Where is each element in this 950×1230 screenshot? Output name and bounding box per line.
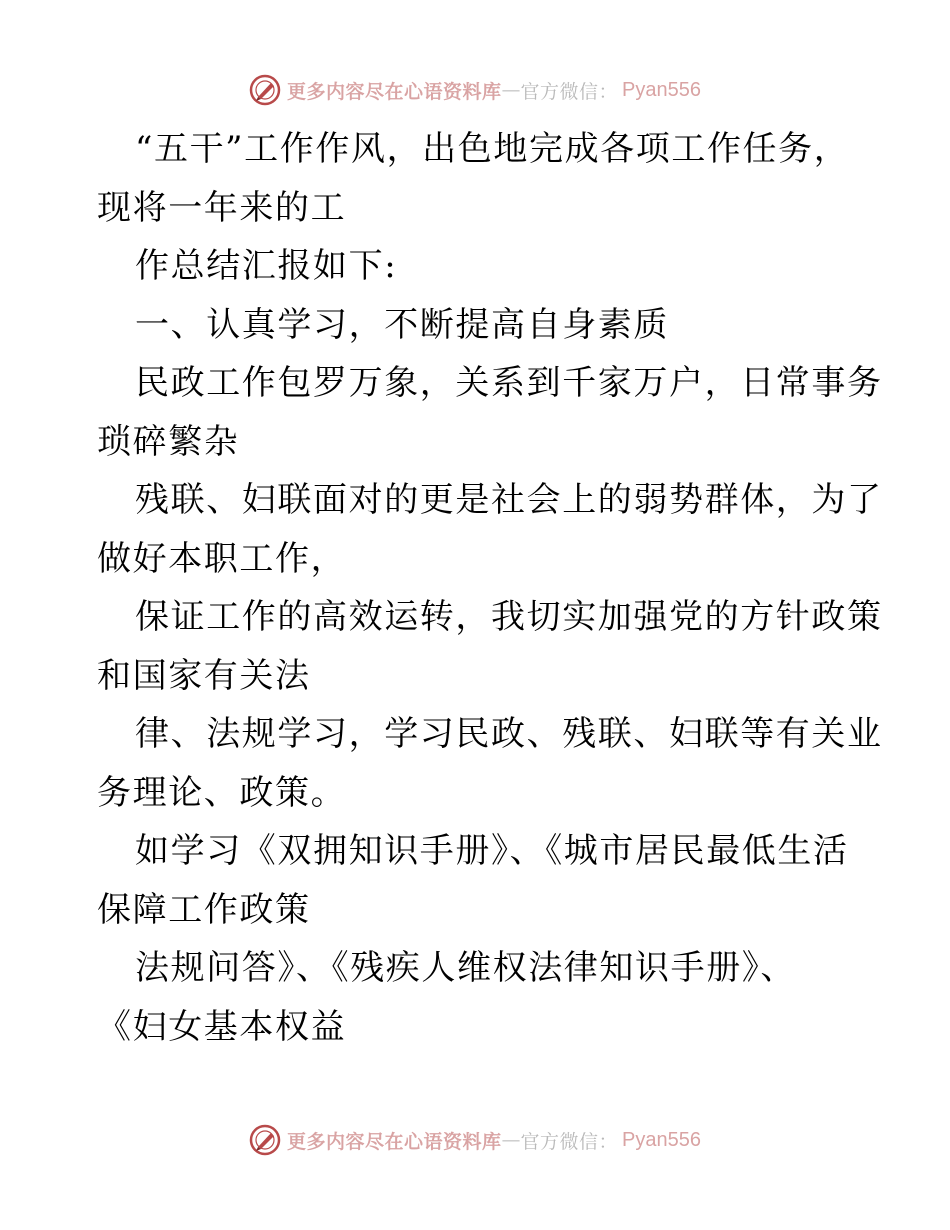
text-line: 民政工作包罗万象，关系到千家万户，日常事务	[135, 363, 883, 403]
document-body	[97, 120, 883, 1056]
text-line: 做好本职工作，	[97, 538, 347, 579]
text-line: 如学习《双拥知识手册》、《城市居民最低生活	[135, 831, 849, 871]
watermark-wechat-id: Pyan556	[622, 1128, 701, 1151]
text-line: 保障工作政策	[97, 889, 311, 930]
pen-logo-icon	[249, 1124, 281, 1156]
watermark-separator: —	[501, 79, 521, 101]
text-line: 一、认真学习，不断提高自身素质	[135, 304, 669, 345]
header-watermark	[0, 70, 950, 110]
text-line: 作总结汇报如下:	[135, 246, 398, 286]
text-line: 残联、妇联面对的更是社会上的弱势群体，为了	[135, 480, 883, 520]
text-line: 现将一年来的工	[97, 187, 347, 228]
text-line: 务理论、政策。	[97, 772, 347, 813]
text-line: 《妇女基本权益	[97, 1006, 347, 1047]
footer-watermark	[0, 1120, 950, 1160]
watermark-wechat-label: 官方微信：	[520, 80, 619, 103]
text-line: 和国家有关法	[97, 655, 311, 696]
text-line: 保证工作的高效运转，我切实加强党的方针政策	[135, 597, 883, 637]
text-line: 琐碎繁杂	[97, 421, 240, 462]
watermark-text: 更多内容尽在心语资料库	[287, 1130, 502, 1153]
watermark-separator: —	[501, 1129, 521, 1151]
watermark-wechat-id: Pyan556	[622, 78, 701, 101]
text-line: 律、法规学习，学习民政、残联、妇联等有关业	[135, 714, 883, 754]
watermark-wechat-label: 官方微信：	[520, 1130, 619, 1153]
text-line: “五干”工作作风，出色地完成各项工作任务，	[135, 129, 850, 169]
pen-logo-icon	[249, 74, 281, 106]
watermark-text: 更多内容尽在心语资料库	[287, 80, 502, 103]
text-line: 法规问答》、《残疾人维权法律知识手册》、	[135, 948, 796, 988]
